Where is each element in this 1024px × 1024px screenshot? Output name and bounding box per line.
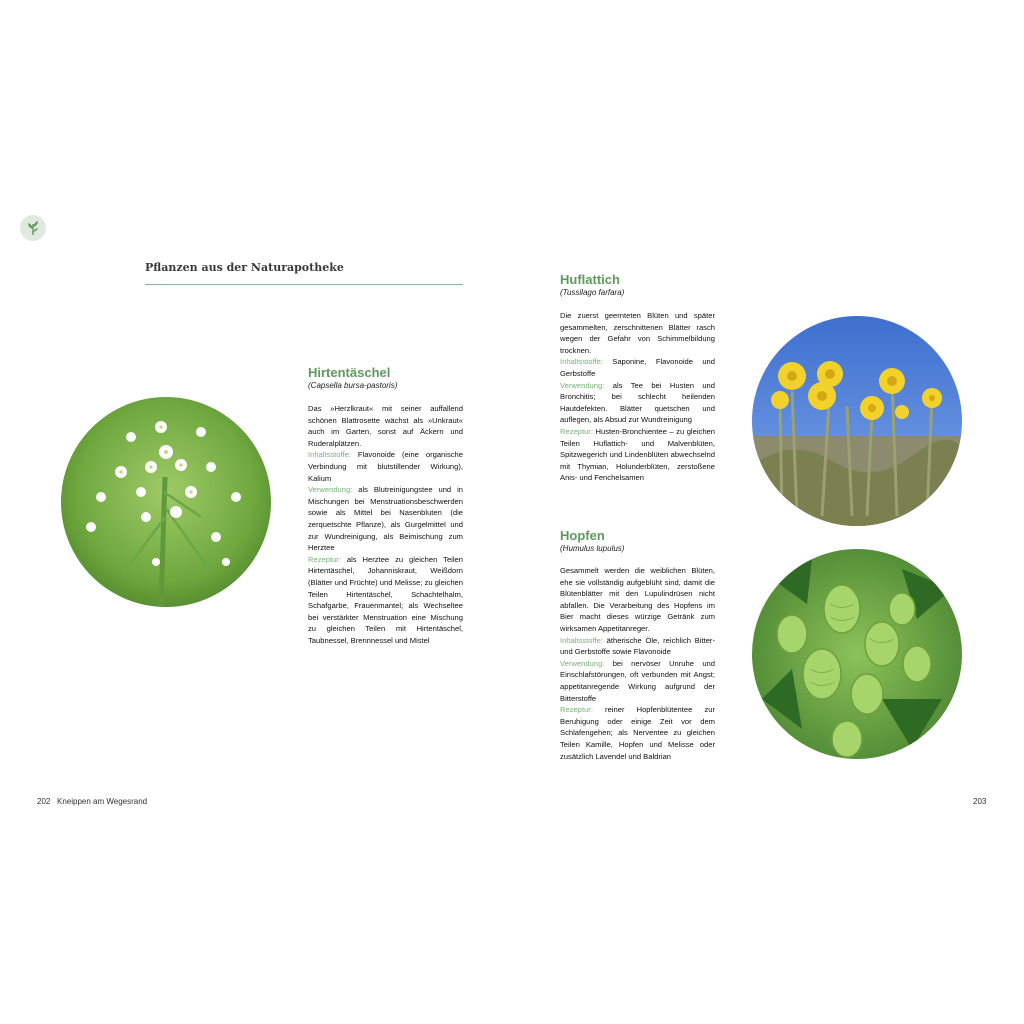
recipe-label: Rezeptur: [560,705,593,715]
left-page-number: 202 [37,797,51,806]
plant-latin-hopfen: (Humulus lupulus) [560,544,625,553]
ingredients-text: Saponine, Flavonoide und Gerbstoffe [560,357,715,378]
shepherds-purse-photo [61,397,271,607]
ingredients-label: Inhaltsstoffe: [308,450,351,460]
recipe-label: Rezeptur: [308,554,341,564]
recipe-text: Husten-Bronchientee – zu gleichen Teilen Huflattich- und Malvenblüten, Spitzwegerich und Lindenblüten abwechselnd mit Thymian, Holunderblüten, zerstoßene Anis- und Fenchelsamen [560,426,715,483]
plant-latin-hirtentaeschel: (Capsella bursa-pastoris) [308,381,398,390]
recipe-label: Rezeptur: [560,426,593,436]
plant-body-huflattich [560,310,715,484]
use-label: Verwendung: [560,380,605,390]
ingredients-text: Flavonoide (eine organische Verbindung mit blutstillender Wirkung), Kalium [308,450,463,483]
plant-intro: Die zuerst geernteten Blüten und später gesammelten, zerschnittenen Blätter rasch wegen der Gefahr von Schimmelbildung trocknen. [560,311,715,355]
plant-use [560,658,715,704]
plant-ingredients [560,356,715,379]
section-rule [145,284,463,285]
hops-photo [752,549,962,759]
plant-intro: Gesammelt werden die weiblichen Blüten, ehe sie vollständig aufgeblüht sind, damit die Blütenblätter mit den Lupulindrüsen nicht abfallen. Die Verarbeitung des Hopfens im Bier macht dieses würzige Getränk zum wirksamen Appetitanreger. [560,566,715,633]
use-text: als Tee bei Husten und Bronchitis; bei schlecht heilenden Hautdefekten. Blätter quetschen und auflegen, als Absud zur Wundreinigung [560,380,715,425]
plant-ingredients [308,449,463,484]
ingredients-label: Inhaltsstoffe: [560,357,603,367]
plant-body-hopfen [560,565,715,762]
plant-body-hirtentaeschel [308,403,463,646]
use-text: bei nervöser Unruhe und Einschlafstörungen, oft verbunden mit Angst; appetitanregende Wirkung aufgrund der Bitterstoffe [560,658,715,703]
plant-ingredients [560,635,715,658]
plant-title-hirtentaeschel: Hirtentäschel [308,365,391,380]
section-title: Pflanzen aus der Naturapotheke [145,261,344,274]
plant-use [308,484,463,554]
plant-title-hopfen: Hopfen [560,528,605,543]
plant-intro: Das »Herzlkraut« mit seiner auffallend schönen Blattrosette wächst als »Unkraut« auch im Garten, sonst auf Äckern und Ruderalplätzen. [308,404,463,448]
coltsfoot-photo [752,316,962,526]
right-page-number: 203 [973,797,987,806]
recipe-text: als Herztee zu gleichen Teilen Hirtentäschel, Johanniskraut, Weißdorn (Blätter und Früchte) und Melisse; zu gleichen Teilen Hirtentäschel, Schachtelhalm, Schafgarbe, Frauenmantel; als Wechseltee bei verstärkter Menstruation eine Mischung zu gleichen Teilen mit Hirtentäschel, Taubnessel, Brennnessel und Mistel [308,554,463,645]
plant-use [560,380,715,426]
use-label: Verwendung: [308,485,353,495]
plant-title-huflattich: Huflattich [560,272,620,287]
recipe-text: reiner Hopfenblütentee zur Beruhigung oder einige Zeit vor dem Schlafengehen; als Nerventee zu gleichen Teilen Kamille, Hopfen und Melisse oder zusätzlich Lavendel und Baldrian [560,705,715,761]
plant-recipe [308,554,463,647]
plant-recipe [560,704,715,762]
plant-latin-huflattich: (Tussilago farfara) [560,288,625,297]
ingredients-label: Inhaltsstoffe: [560,635,603,645]
plant-recipe [560,426,715,484]
use-label: Verwendung: [560,658,605,668]
ingredients-text: ätherische Öle, reichlich Bitter- und Gerbstoffe sowie Flavonoide [560,635,715,657]
left-running-title: Kneippen am Wegesrand [57,797,148,806]
leaf-sprig-icon [20,215,46,241]
use-text: als Blutreinigungstee und in Mischungen bei Menstruationsbeschwerden sowie als Mittel bei Nasenbluten (die zerquetschte Pflanze), als Gurgelmittel und zur Wundreinigung, als Beimischung zum Herztee [308,485,463,553]
